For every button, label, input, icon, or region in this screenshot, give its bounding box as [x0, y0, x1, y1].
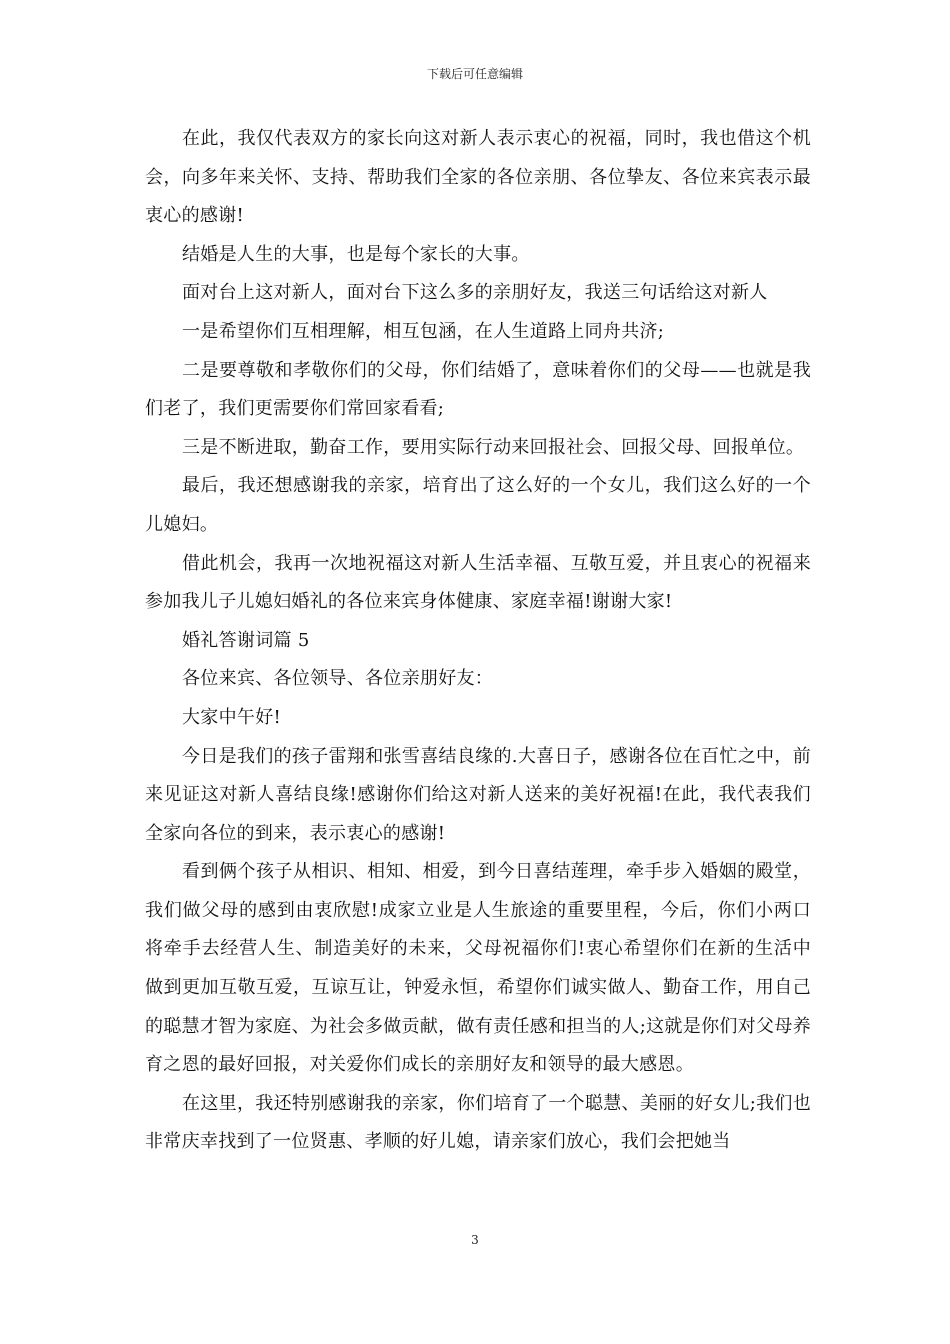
paragraph: 借此机会，我再一次地祝福这对新人生活幸福、互敬互爱，并且衷心的祝福来参加我儿子儿媳妇婚礼的各位来宾身体健康、家庭幸福!谢谢大家! [145, 552, 811, 613]
paragraph: 在此，我仅代表双方的家长向这对新人表示衷心的祝福，同时，我也借这个机会，向多年来关怀、支持、帮助我们全家的各位亲朋、各位挚友、各位来宾表示最衷心的感谢! [145, 128, 811, 227]
page-header-note: 下载后可任意编辑 [426, 67, 523, 81]
paragraph: 在这里，我还特别感谢我的亲家，你们培育了一个聪慧、美丽的好女儿;我们也非常庆幸找到了一位贤惠、孝顺的好儿媳，请亲家们放心，我们会把她当 [145, 1092, 811, 1153]
section-heading: 婚礼答谢词篇 5 [182, 629, 310, 651]
paragraph: 二是要尊敬和孝敬你们的父母，你们结婚了，意味着你们的父母——也就是我们老了，我们更需要你们常回家看看; [145, 359, 811, 420]
greeting: 大家中午好! [182, 706, 282, 728]
paragraph: 最后，我还想感谢我的亲家，培育出了这么好的一个女儿，我们这么好的一个儿媳妇。 [145, 475, 811, 535]
paragraph: 今日是我们的孩子雷翔和张雪喜结良缘的.大喜日子，感谢各位在百忙之中，前来见证这对新人喜结良缘!感谢你们给这对新人送来的美好祝福!在此，我代表我们全家向各位的到来，表示衷心的感谢! [145, 745, 811, 844]
document-body [145, 120, 811, 1162]
paragraph: 面对台上这对新人，面对台下这么多的亲朋好友，我送三句话给这对新人 [182, 282, 768, 304]
paragraph: 一是希望你们互相理解，相互包涵，在人生道路上同舟共济; [182, 320, 665, 342]
paragraph: 三是不断进取，勤奋工作，要用实际行动来回报社会、回报父母、回报单位。 [182, 436, 805, 458]
paragraph: 结婚是人生的大事，也是每个家长的大事。 [182, 243, 530, 265]
salutation: 各位来宾、各位领导、各位亲朋好友： [182, 668, 494, 690]
paragraph: 看到俩个孩子从相识、相知、相爱，到今日喜结莲理，牵手步入婚姻的殿堂，我们做父母的感到由衷欣慰!成家立业是人生旅途的重要里程，今后，你们小两口将牵手去经营人生、制造美好的未来，父母祝福你们!衷心希望你们在新的生活中做到更加互敬互爱，互谅互让，钟爱永恒，希望你们诚实做人、勤奋工作，用自己的聪慧才智为家庭、为社会多做贡献，做有责任感和担当的人;这就是你们对父母养育之恩的最好回报，对关爱你们成长的亲朋好友和领导的最大感恩。 [145, 861, 811, 1076]
page-number: 3 [471, 1233, 479, 1247]
